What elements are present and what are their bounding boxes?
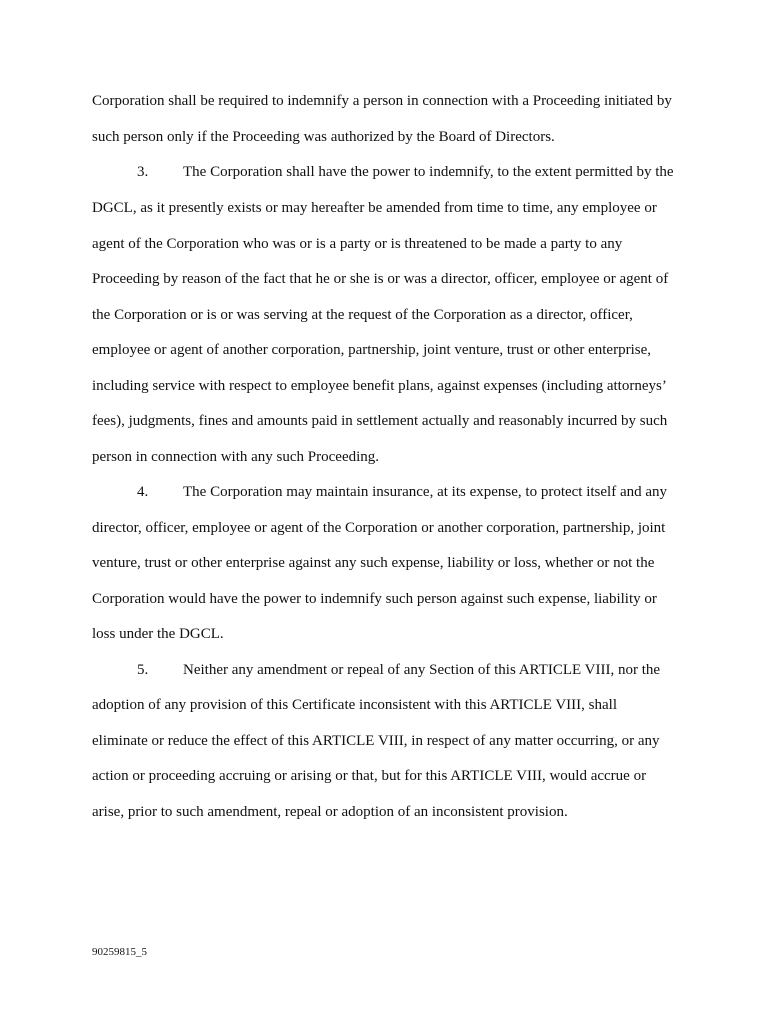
- paragraph-line: DGCL, as it presently exists or may hereafter be amended from time to time, any employee or: [92, 200, 657, 216]
- paragraph-number: 3.: [137, 164, 149, 180]
- paragraph-line: eliminate or reduce the effect of this ARTICLE VIII, in respect of any matter occurring, or any: [92, 733, 660, 749]
- paragraph-line: adoption of any provision of this Certificate inconsistent with this ARTICLE VIII, shall: [92, 697, 617, 713]
- paragraph-line: venture, trust or other enterprise against any such expense, liability or loss, whether or not the: [92, 555, 655, 571]
- paragraph-line: person in connection with any such Proceeding.: [92, 449, 380, 465]
- intro-line: such person only if the Proceeding was authorized by the Board of Directors.: [92, 129, 555, 145]
- paragraph-line: including service with respect to employee benefit plans, against expenses (including attorneys’: [92, 378, 667, 394]
- paragraph-first-line: Neither any amendment or repeal of any Section of this ARTICLE VIII, nor the: [183, 662, 661, 678]
- paragraph-line: employee or agent of another corporation, partnership, joint venture, trust or other enterprise,: [92, 342, 651, 358]
- paragraph-line: Proceeding by reason of the fact that he or she is or was a director, officer, employee or agent of: [92, 271, 669, 287]
- paragraph-number: 5.: [137, 662, 149, 678]
- paragraph-line: agent of the Corporation who was or is a party or is threatened to be made a party to any: [92, 236, 623, 252]
- paragraph-line: the Corporation or is or was serving at the request of the Corporation as a director, officer,: [92, 307, 633, 323]
- document-id-footer: 90259815_5: [92, 946, 147, 958]
- paragraph-line: arise, prior to such amendment, repeal or adoption of an inconsistent provision.: [92, 804, 568, 820]
- paragraph-line: Corporation would have the power to indemnify such person against such expense, liability or: [92, 591, 657, 607]
- paragraph-first-line: The Corporation shall have the power to indemnify, to the extent permitted by the: [183, 164, 674, 180]
- paragraph-line: director, officer, employee or agent of the Corporation or another corporation, partnership, joint: [92, 520, 666, 536]
- paragraph-line: action or proceeding accruing or arising or that, but for this ARTICLE VIII, would accrue or: [92, 768, 647, 784]
- paragraph-line: fees), judgments, fines and amounts paid in settlement actually and reasonably incurred by such: [92, 413, 668, 429]
- paragraph-number: 4.: [137, 484, 149, 500]
- intro-line: Corporation shall be required to indemnify a person in connection with a Proceeding initiated by: [92, 93, 672, 109]
- paragraph-line: loss under the DGCL.: [92, 626, 224, 642]
- paragraph-first-line: The Corporation may maintain insurance, at its expense, to protect itself and any: [183, 484, 668, 500]
